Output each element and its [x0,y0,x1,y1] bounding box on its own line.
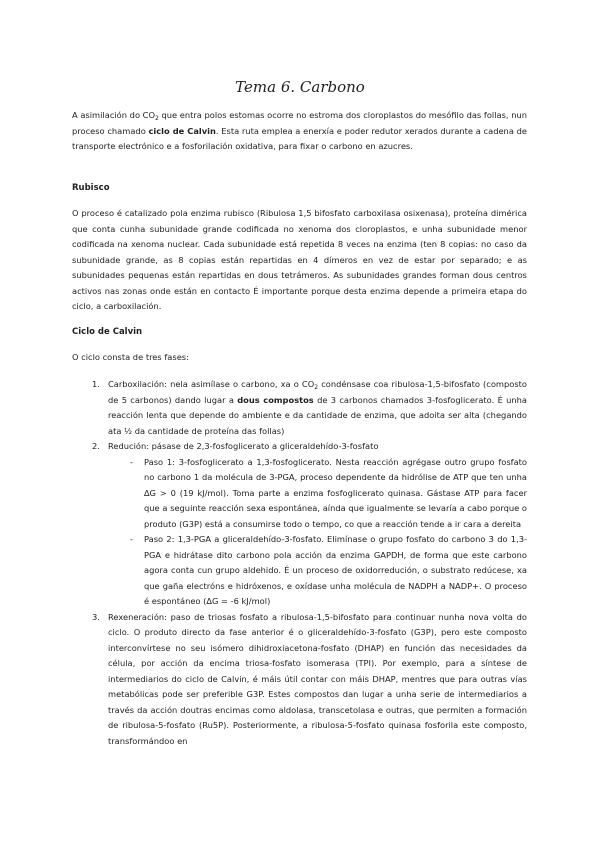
intro-text-1: A asimilación do CO [72,110,155,120]
item1-text-b: condénsase coa ribulosa-1,5-bifosfato (composto de 5 carbonos) dando lugar a [108,379,528,405]
page-title: Tema 6. Carbono [235,78,365,96]
sub-list-item [72,455,527,533]
item3-text: Rexeneración: paso de triosas fosfato a ribulosa-1,5-bifosfato para continuar nunha nova volta do ciclo. O produto directo da fase anterior é o gliceraldehído-3-fosfato (G3P), pero este composto interconvírtese no seu isómero dihidroxiacetona-fosfato (DHAP) en función das necesidades da célula, por acción da encima triosa-fosfato isomerasa (TPI). Por exemplo, para a síntese de intermediarios do ciclo de Calvin, é máis útil contar con máis DHAP, mentres que para outras vías metabólicas pode ser preferible G3P. Estes compostos dan lugar a unha serie de intermediarios a través da acción doutras encimas como aldolasa, transcetolasa e outras, que permiten a formación de ribulosa-5-fosfato (Ru5P). Posteriormente, a ribulosa-5-fosfato quinasa fosforila este composto, transformándoo en [108,611,527,746]
item1-text-c: de 3 carbonos chamados 3-fosfoglicerato. É unha reacción lenta que depende do ambiente e da cantidade de enzima, que adoita ser alta (chegando ata ½ da cantidade de proteína das follas) [108,394,527,436]
intro-paragraph [72,108,527,155]
list-number: 3. [92,611,100,622]
list-item [72,377,527,439]
co2-subscript: 2 [314,384,319,391]
sub-list-item [72,532,527,610]
list-number: 1. [92,379,100,389]
calvin-intro: O ciclo consta de tres fases: [72,352,189,362]
co2-subscript: 2 [155,115,159,122]
item2-text: Redución: pásase de 2,3-fosfoglicerato a gliceraldehído-3-fosfato [108,441,379,451]
list-item [72,610,527,750]
intro-bold-term: ciclo de Calvin [148,125,216,136]
dash-bullet: - [130,534,133,544]
list-number: 2. [92,441,100,451]
section-heading-rubisco: Rubisco [72,183,110,193]
step2-delta-g: ∆G = -6 kJ/mol [206,596,268,606]
step1-text-b: . Toma parte a enzima fosfoglicerato quinasa. Gástase ATP para facer que a seguinte reacción sexa espontánea, aínda que igualmente se levaría a cabo porque o produto (G3P) está a consumirse todo o tempo, co que a reacción tende a ir cara a dereita [144,487,527,529]
step2-text-b: ) [267,596,271,606]
item1-bold: dous compostos [237,394,314,405]
intro-text-2: que entra polos estomas ocorre no estroma dos cloroplastos do mesófilo das follas, nun proceso chamado [72,110,527,136]
dash-bullet: - [130,456,133,467]
rubisco-paragraph: O proceso é catalizado pola enzima rubisco (Ribulosa 1,5 bifosfato carboxilasa osixenasa), proteína dimérica que conta cunha subunidade grande codificada no xenoma dos cloroplastos, e unha subunidade menor codificada na xenoma nuclear. Cada subunidade está repetida 8 veces na enzima (ten 8 copias: no caso da subunidade grande, as 8 copias están repartidas en 4 dímeros en vez de estar por separado; e as subunidades pequenas están repartidas en dous tetrámeros. As subunidades grandes forman dous centros activos nas zonas onde están en contacto É importante porque desta enzima depende a primeira etapa do ciclo, a carboxilación. [72,208,527,311]
item1-text-a: Carboxilación: nela asimílase o carbono, xa o CO [108,379,315,389]
calvin-phases-list [72,377,527,749]
intro-text-3: . Esta ruta emplea a enerxía e poder redutor xerados durante a cadena de transporte electrónico e a fosforilación oxidativa, para fixar o carbono en azucres. [72,125,527,151]
list-item [72,439,527,455]
step2-text-a: Paso 2: 1,3-PGA a gliceraldehído-3-fosfato. Elimínase o grupo fosfato do carbono 3 do 1,3-PGA e hidrátase dito carbono pola acción da enzima GAPDH, de forma que este carbono agora conta cun grupo aldehido. É un proceso de oxidorredución, o substrato redúcese, xa que gaña electróns e hidróxenos, e oxídase unha molécula de NADPH a NADP+. O proceso é espontáneo ( [144,534,527,606]
step1-delta-g: ∆G > 0 (19 kJ/mol) [144,487,227,498]
section-heading-calvin: Ciclo de Calvin [72,327,143,337]
step1-text-a: Paso 1: 3-fosfoglicerato a 1,3-fosfoglicerato. Nesta reacción agrégase outro grupo fosfato no carbono 1 da molécula de 3-PGA, proceso dependente da hidrólise de ATP que ten unha [144,456,527,482]
